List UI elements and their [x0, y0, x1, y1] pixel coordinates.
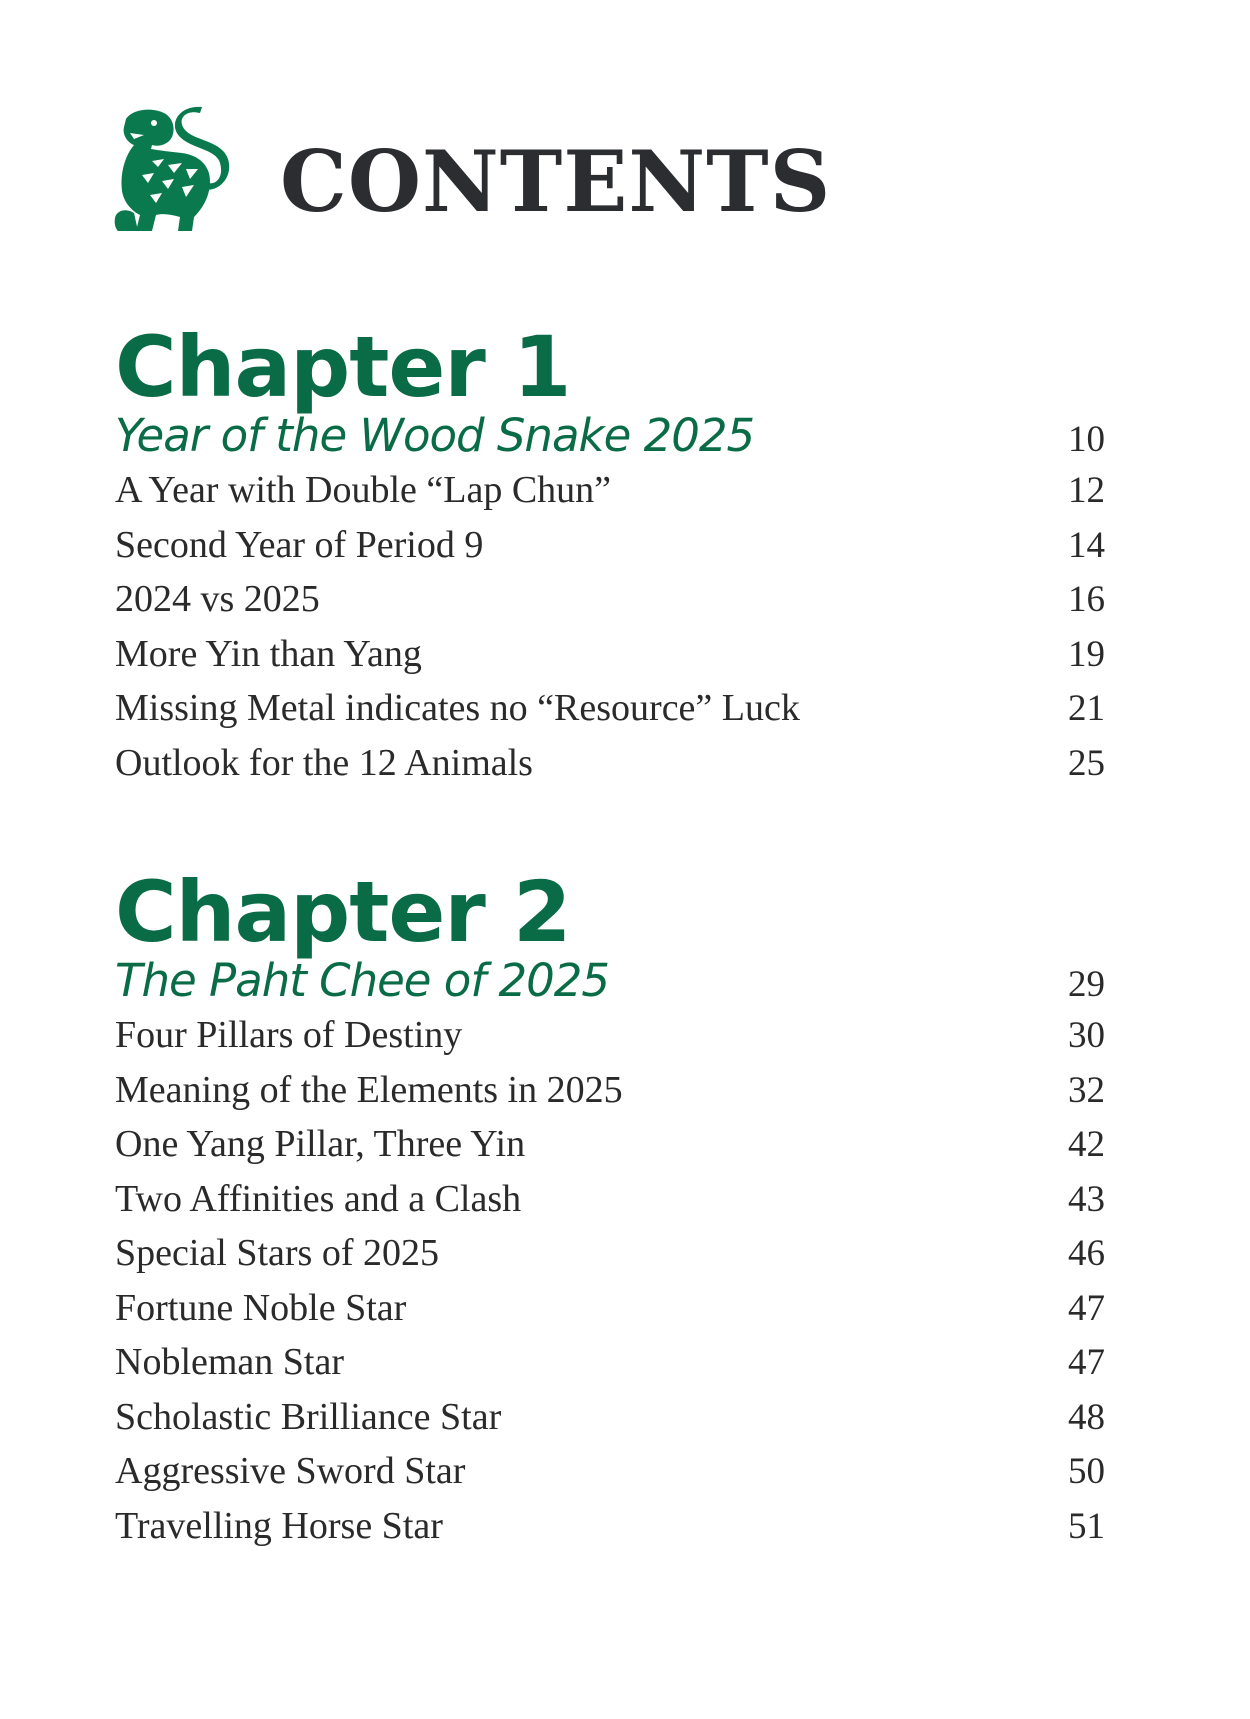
page-number: 46 — [1068, 1233, 1105, 1274]
chapter-heading: Chapter 1 — [115, 318, 571, 416]
page-number: 50 — [1068, 1451, 1105, 1492]
page-number: 29 — [1068, 964, 1105, 1005]
chapter-section-2 — [115, 863, 1105, 1553]
toc-entry-title: Two Affinities and a Clash — [115, 1177, 522, 1220]
page-number: 32 — [1068, 1069, 1105, 1111]
page-number: 30 — [1068, 1015, 1105, 1056]
toc-entry-title: More Yin than Yang — [115, 632, 422, 675]
toc-entry[interactable] — [115, 1172, 1105, 1227]
page-number: 21 — [1068, 688, 1105, 729]
page-number: 10 — [1068, 419, 1105, 460]
page-number: 16 — [1068, 579, 1105, 620]
chapter-subtitle-row[interactable] — [115, 409, 1105, 463]
chapter-section-1 — [115, 318, 1105, 790]
toc-entry-list — [115, 1008, 1105, 1553]
toc-entry-list — [115, 463, 1105, 790]
page-number: 47 — [1068, 1342, 1105, 1383]
toc-entry-title: Scholastic Brilliance Star — [115, 1395, 502, 1438]
toc-entry-title: A Year with Double “Lap Chun” — [115, 469, 612, 511]
toc-entry-title: One Yang Pillar, Three Yin — [115, 1123, 526, 1165]
toc-entry-title: Travelling Horse Star — [115, 1504, 443, 1547]
toc-entry[interactable] — [115, 572, 1105, 627]
toc-entry[interactable] — [115, 627, 1105, 682]
page-number: 48 — [1068, 1396, 1105, 1438]
toc-entry-title: Fortune Noble Star — [115, 1286, 407, 1329]
page-number: 43 — [1068, 1178, 1105, 1220]
toc-entry[interactable] — [115, 1444, 1105, 1499]
chapter-subtitle: The Paht Chee of 2025 — [115, 954, 609, 1007]
page-number: 19 — [1068, 633, 1105, 675]
page-number: 42 — [1068, 1124, 1105, 1165]
toc-entry[interactable] — [115, 1499, 1105, 1554]
chapter-subtitle-row[interactable] — [115, 954, 1105, 1008]
toc-entry[interactable] — [115, 1281, 1105, 1336]
chapter-subtitle: Year of the Wood Snake 2025 — [115, 409, 755, 462]
toc-entry[interactable] — [115, 1008, 1105, 1063]
toc-entry-title: Nobleman Star — [115, 1341, 345, 1383]
page-number: 51 — [1068, 1505, 1105, 1547]
toc-entry[interactable] — [115, 518, 1105, 573]
toc-entry[interactable] — [115, 1117, 1105, 1172]
toc-entry-title: 2024 vs 2025 — [115, 578, 320, 620]
toc-entry[interactable] — [115, 1226, 1105, 1281]
toc-entry-title: Outlook for the 12 Animals — [115, 741, 533, 784]
toc-entry[interactable] — [115, 463, 1105, 518]
page-number: 47 — [1068, 1287, 1105, 1329]
toc-entry[interactable] — [115, 1335, 1105, 1390]
page-number: 12 — [1068, 470, 1105, 511]
toc-entry-title: Aggressive Sword Star — [115, 1450, 466, 1492]
toc-entry-title: Four Pillars of Destiny — [115, 1014, 463, 1056]
page-title: CONTENTS — [280, 132, 832, 231]
toc-entry[interactable] — [115, 1063, 1105, 1118]
chapter-heading: Chapter 2 — [115, 863, 571, 961]
toc-entry-title: Meaning of the Elements in 2025 — [115, 1068, 623, 1111]
toc-entry[interactable] — [115, 681, 1105, 736]
toc-entry[interactable] — [115, 736, 1105, 791]
toc-entry-title: Second Year of Period 9 — [115, 523, 484, 566]
toc-entry-title: Missing Metal indicates no “Resource” Luck — [115, 687, 800, 729]
toc-entry[interactable] — [115, 1390, 1105, 1445]
tiger-snake-logo-icon — [112, 105, 252, 235]
toc-entry-title: Special Stars of 2025 — [115, 1232, 440, 1274]
page-number: 25 — [1068, 742, 1105, 784]
page-number: 14 — [1068, 524, 1105, 566]
